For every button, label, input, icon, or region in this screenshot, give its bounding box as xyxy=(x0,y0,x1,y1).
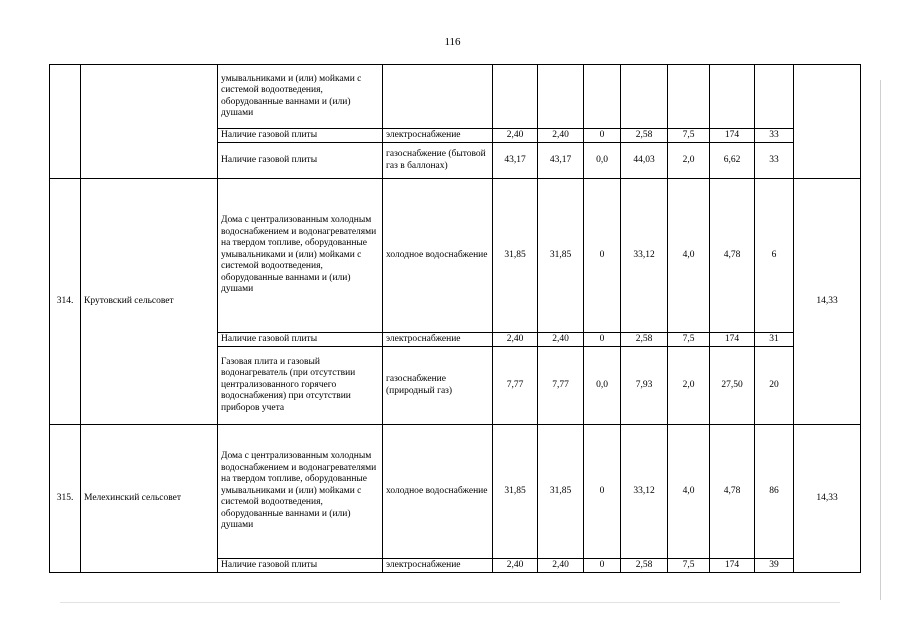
value-cell: 43,17 xyxy=(538,143,584,179)
page-number: 116 xyxy=(444,36,461,48)
value-cell: 2,40 xyxy=(538,333,584,347)
settlement-name: Мелехинский сельсовет xyxy=(81,425,218,573)
housing-description: Газовая плита и газовый водонагреватель (при отсутствии централизованного горячего водоснабжения) при отсутствии приборов учета xyxy=(218,347,383,425)
value-cell: 43,17 xyxy=(493,143,538,179)
value-cell: 7,5 xyxy=(668,129,710,143)
utility-service: электроснабжение xyxy=(383,129,493,143)
value-cell: 2,40 xyxy=(538,129,584,143)
value-cell: 2,0 xyxy=(668,347,710,425)
utility-service: газоснабжение (бытовой газ в баллонах) xyxy=(383,143,493,179)
table-row xyxy=(50,179,861,333)
value-cell: 4,78 xyxy=(710,179,755,333)
value-cell xyxy=(621,65,668,129)
value-cell: 2,40 xyxy=(493,333,538,347)
value-cell xyxy=(538,65,584,129)
value-cell: 86 xyxy=(755,425,794,559)
value-cell: 2,40 xyxy=(493,129,538,143)
utility-service xyxy=(383,65,493,129)
value-cell: 0,0 xyxy=(584,347,621,425)
tariff-table xyxy=(49,64,861,573)
value-cell: 0 xyxy=(584,425,621,559)
value-cell: 0 xyxy=(584,129,621,143)
table-row xyxy=(50,65,861,129)
utility-service: электроснабжение xyxy=(383,333,493,347)
value-cell: 4,78 xyxy=(710,425,755,559)
value-cell: 33 xyxy=(755,143,794,179)
value-cell: 7,77 xyxy=(493,347,538,425)
value-cell: 0 xyxy=(584,559,621,573)
total-value: 14,33 xyxy=(794,179,861,425)
value-cell: 7,5 xyxy=(668,559,710,573)
value-cell xyxy=(710,65,755,129)
value-cell: 0 xyxy=(584,333,621,347)
value-cell: 31,85 xyxy=(493,425,538,559)
value-cell: 2,58 xyxy=(621,559,668,573)
value-cell xyxy=(584,65,621,129)
utility-service: электроснабжение xyxy=(383,559,493,573)
table-row xyxy=(50,425,861,559)
value-cell: 31,85 xyxy=(538,425,584,559)
value-cell: 4,0 xyxy=(668,179,710,333)
value-cell xyxy=(668,65,710,129)
value-cell: 6,62 xyxy=(710,143,755,179)
value-cell xyxy=(493,65,538,129)
housing-description: Наличие газовой плиты xyxy=(218,333,383,347)
utility-service: холодное водоснабжение xyxy=(383,425,493,559)
scan-artifact-line xyxy=(60,602,840,603)
value-cell: 33 xyxy=(755,129,794,143)
housing-description: Наличие газовой плиты xyxy=(218,129,383,143)
row-number: 314. xyxy=(50,179,81,425)
value-cell: 2,58 xyxy=(621,333,668,347)
value-cell: 4,0 xyxy=(668,425,710,559)
value-cell: 31 xyxy=(755,333,794,347)
settlement-name xyxy=(81,65,218,179)
value-cell: 33,12 xyxy=(621,425,668,559)
housing-description: умывальниками и (или) мойками с системой водоотведения, оборудованные ваннами и (или) душами xyxy=(218,65,383,129)
value-cell: 7,93 xyxy=(621,347,668,425)
value-cell: 31,85 xyxy=(493,179,538,333)
value-cell: 44,03 xyxy=(621,143,668,179)
housing-description: Дома с централизованным холодным водоснабжением и водонагревателями на твердом топливе, оборудованные умывальниками и (или) мойками с системой водоотведения, оборудованные ваннами и (или) душами xyxy=(218,425,383,559)
value-cell xyxy=(755,65,794,129)
housing-description: Дома с централизованным холодным водоснабжением и водонагревателями на твердом топливе, оборудованные умывальниками и (или) мойками с системой водоотведения, оборудованные ваннами и (или) душами xyxy=(218,179,383,333)
value-cell: 2,40 xyxy=(538,559,584,573)
row-number: 315. xyxy=(50,425,81,573)
value-cell: 31,85 xyxy=(538,179,584,333)
value-cell: 33,12 xyxy=(621,179,668,333)
housing-description: Наличие газовой плиты xyxy=(218,143,383,179)
value-cell: 2,58 xyxy=(621,129,668,143)
value-cell: 2,0 xyxy=(668,143,710,179)
value-cell: 0,0 xyxy=(584,143,621,179)
value-cell: 7,5 xyxy=(668,333,710,347)
value-cell: 7,77 xyxy=(538,347,584,425)
row-number xyxy=(50,65,81,179)
utility-service: холодное водоснабжение xyxy=(383,179,493,333)
settlement-name: Крутовский сельсовет xyxy=(81,179,218,425)
total-value: 14,33 xyxy=(794,425,861,573)
value-cell: 20 xyxy=(755,347,794,425)
value-cell: 174 xyxy=(710,333,755,347)
utility-service: газоснабжение (природный газ) xyxy=(383,347,493,425)
value-cell: 6 xyxy=(755,179,794,333)
scan-artifact-line xyxy=(880,80,881,600)
value-cell: 2,40 xyxy=(493,559,538,573)
housing-description: Наличие газовой плиты xyxy=(218,559,383,573)
value-cell: 39 xyxy=(755,559,794,573)
value-cell: 0 xyxy=(584,179,621,333)
value-cell: 174 xyxy=(710,559,755,573)
total-value xyxy=(794,65,861,179)
value-cell: 27,50 xyxy=(710,347,755,425)
value-cell: 174 xyxy=(710,129,755,143)
